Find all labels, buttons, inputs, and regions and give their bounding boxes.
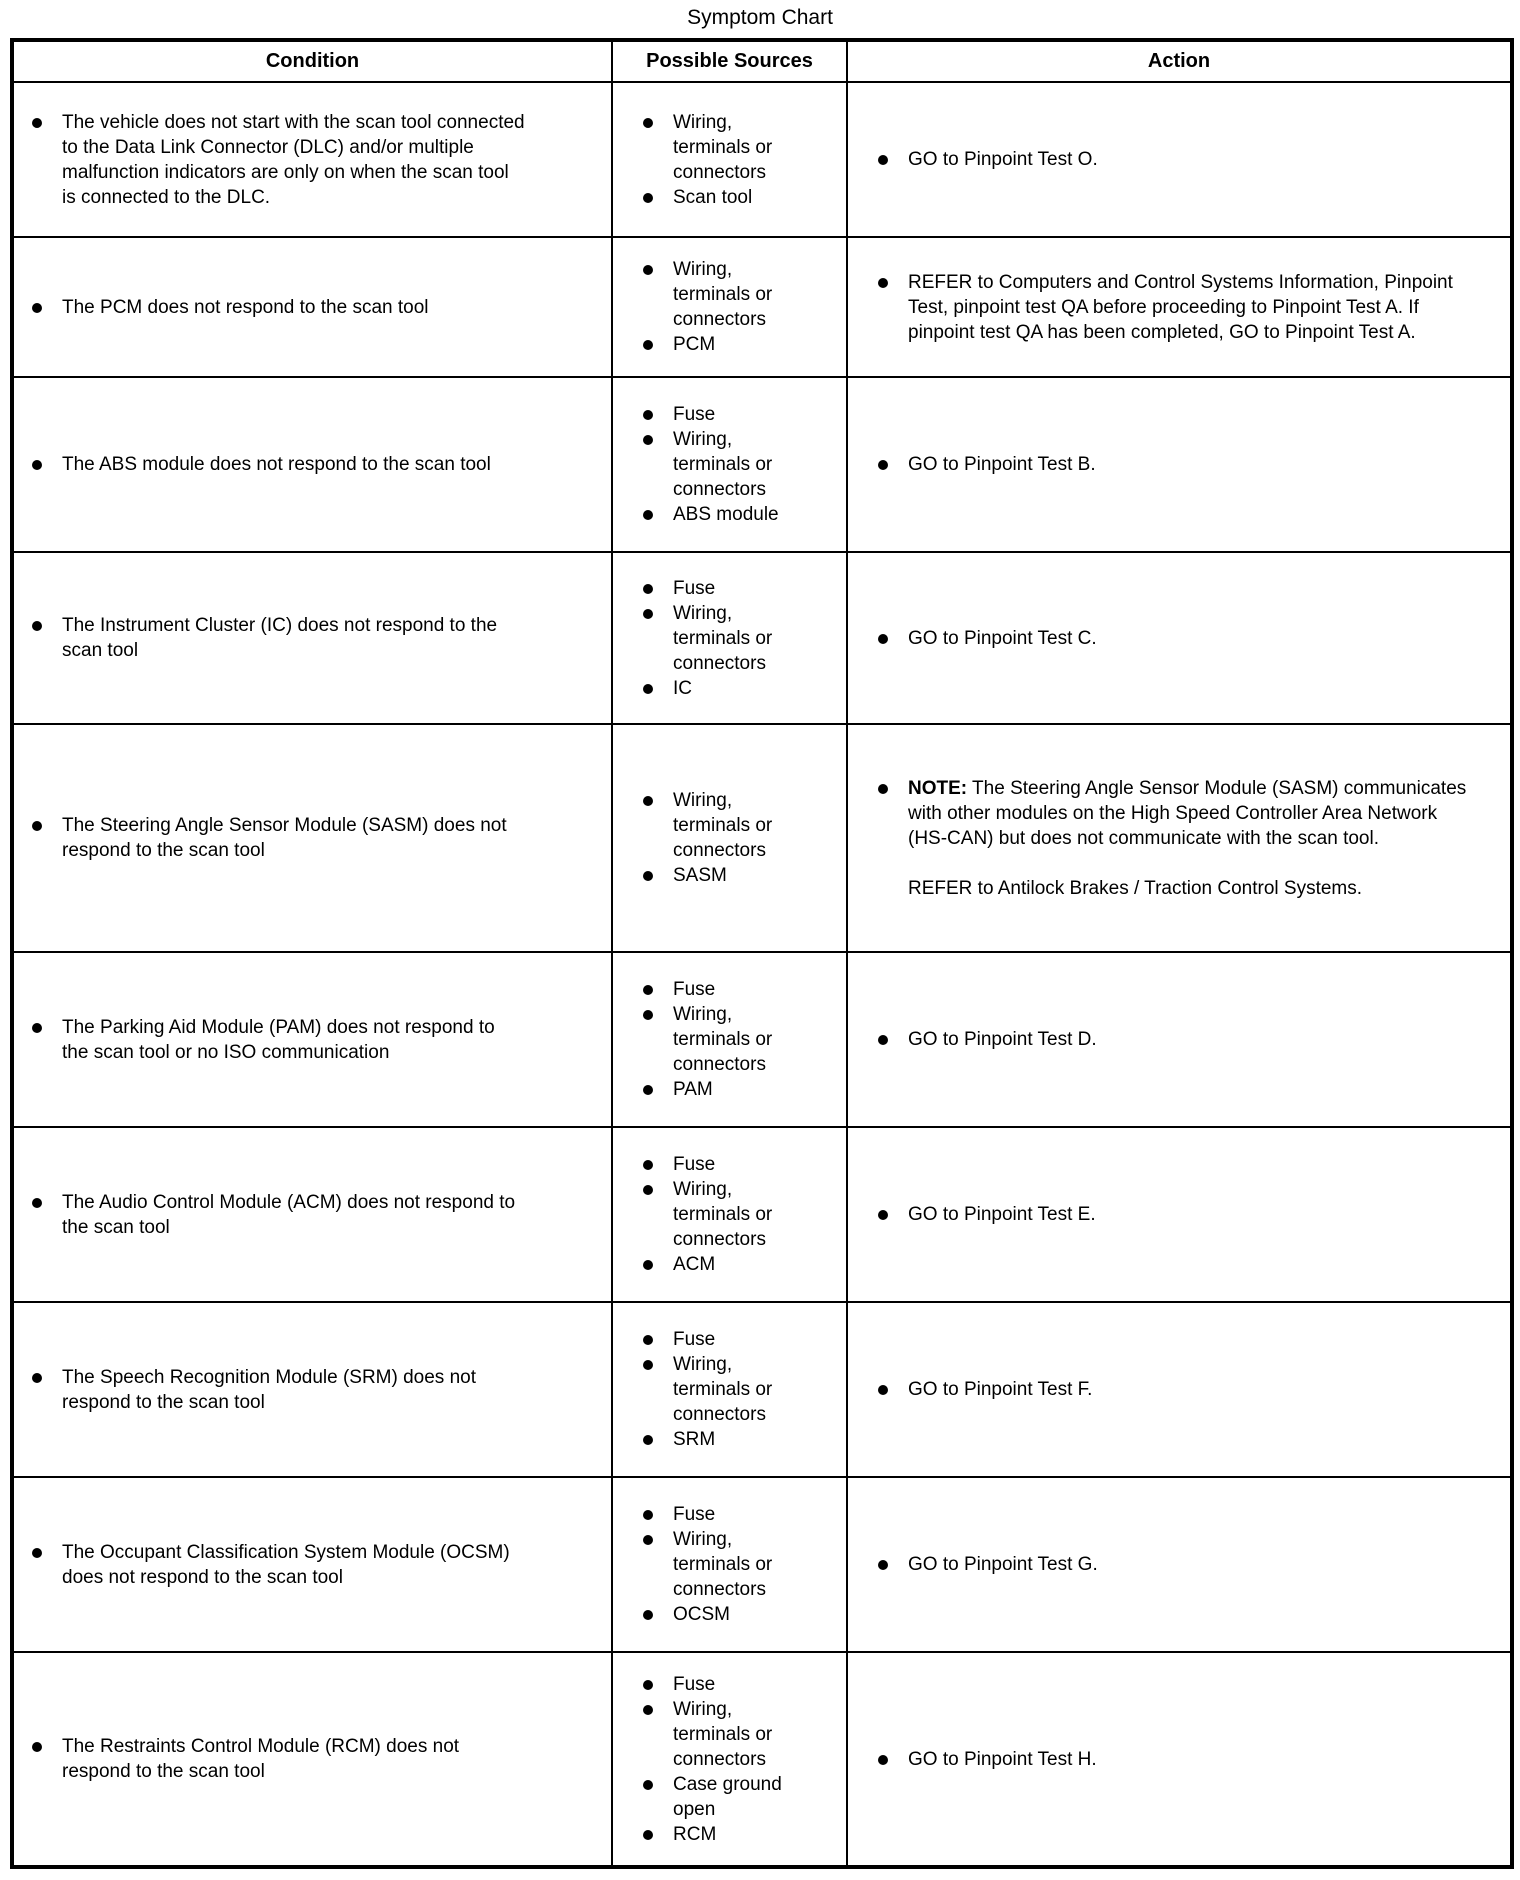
source-item-list [643, 257, 814, 357]
source-item: PAM [643, 1077, 814, 1102]
source-item: Fuse [643, 576, 814, 601]
table-row [12, 377, 1512, 552]
condition-item: The ABS module does not respond to the scan tool [32, 452, 526, 477]
action-item: GO to Pinpoint Test O. [878, 147, 1470, 172]
source-item-list [643, 576, 814, 701]
condition-cell [12, 377, 612, 552]
table-row [12, 1652, 1512, 1867]
action-cell [847, 1127, 1512, 1302]
action-item-list [878, 270, 1470, 345]
source-item-list [643, 1672, 814, 1847]
condition-item-list [32, 1190, 526, 1240]
source-item: SASM [643, 863, 814, 888]
sources-cell [612, 1477, 847, 1652]
condition-item: The Speech Recognition Module (SRM) does not respond to the scan tool [32, 1365, 526, 1415]
action-item-list [878, 1027, 1470, 1052]
action-extra-text: REFER to Antilock Brakes / Traction Control Systems. [908, 877, 1363, 899]
table-row [12, 952, 1512, 1127]
sources-cell [612, 377, 847, 552]
source-item: Scan tool [643, 185, 814, 210]
action-item: GO to Pinpoint Test E. [878, 1202, 1470, 1227]
source-item: Fuse [643, 1327, 814, 1352]
condition-item: The Instrument Cluster (IC) does not respond to the scan tool [32, 613, 526, 663]
source-item-list [643, 1502, 814, 1627]
source-item-list [643, 402, 814, 527]
sources-cell [612, 1302, 847, 1477]
condition-item: The Audio Control Module (ACM) does not respond to the scan tool [32, 1190, 526, 1240]
source-item: Wiring, terminals or connectors [643, 427, 814, 502]
action-cell [847, 237, 1512, 377]
source-item: SRM [643, 1427, 814, 1452]
source-item: Case ground open [643, 1772, 814, 1822]
condition-cell [12, 1302, 612, 1477]
source-item: Fuse [643, 1152, 814, 1177]
sources-cell [612, 82, 847, 237]
condition-item-list [32, 295, 526, 320]
sources-cell [612, 724, 847, 952]
condition-item: The vehicle does not start with the scan tool connected to the Data Link Connector (DLC) and/or multiple malfunction indicators are only on when the scan tool is connected to the DLC. [32, 110, 526, 210]
source-item: Wiring, terminals or connectors [643, 1177, 814, 1252]
condition-cell [12, 952, 612, 1127]
condition-item: The Steering Angle Sensor Module (SASM) does not respond to the scan tool [32, 813, 526, 863]
action-item-list [878, 1377, 1470, 1402]
condition-cell [12, 724, 612, 952]
source-item: Wiring, terminals or connectors [643, 110, 814, 185]
condition-item-list [32, 1734, 526, 1784]
action-cell [847, 82, 1512, 237]
action-item-list [878, 776, 1470, 901]
source-item-list [643, 110, 814, 210]
action-cell [847, 377, 1512, 552]
condition-item-list [32, 1015, 526, 1065]
note-label: NOTE: [908, 777, 968, 799]
action-item: GO to Pinpoint Test C. [878, 626, 1470, 651]
condition-item: The Occupant Classification System Module (OCSM) does not respond to the scan tool [32, 1540, 526, 1590]
condition-item-list [32, 1365, 526, 1415]
action-item: GO to Pinpoint Test G. [878, 1552, 1470, 1577]
sources-cell [612, 237, 847, 377]
condition-item-list [32, 110, 526, 210]
action-cell [847, 952, 1512, 1127]
condition-item: The Restraints Control Module (RCM) does not respond to the scan tool [32, 1734, 526, 1784]
action-cell [847, 1652, 1512, 1867]
action-item: REFER to Computers and Control Systems Information, Pinpoint Test, pinpoint test QA before proceeding to Pinpoint Test A. If pinpoint test QA has been completed, GO to Pinpoint Test A. [878, 270, 1470, 345]
source-item: Wiring, terminals or connectors [643, 788, 814, 863]
page-title: Symptom Chart [687, 6, 833, 29]
action-cell [847, 724, 1512, 952]
column-header-condition: Condition [12, 40, 612, 82]
sources-cell [612, 1127, 847, 1302]
action-item: GO to Pinpoint Test H. [878, 1747, 1470, 1772]
condition-item-list [32, 1540, 526, 1590]
table-body [12, 82, 1512, 1867]
action-item: GO to Pinpoint Test B. [878, 452, 1470, 477]
symptom-chart-table [10, 38, 1514, 1869]
condition-cell [12, 1127, 612, 1302]
table-row [12, 1477, 1512, 1652]
action-cell [847, 552, 1512, 724]
condition-cell [12, 1652, 612, 1867]
sources-cell [612, 1652, 847, 1867]
sources-cell [612, 952, 847, 1127]
action-cell [847, 1302, 1512, 1477]
action-item: NOTE: The Steering Angle Sensor Module (SASM) communicates with other modules on the High Speed Controller Area Network (HS-CAN) but does not communicate with the scan tool. REFER to Antilock Brakes / Traction Control Systems. [878, 776, 1470, 901]
table-row [12, 552, 1512, 724]
condition-cell [12, 1477, 612, 1652]
source-item: ABS module [643, 502, 814, 527]
source-item: Wiring, terminals or connectors [643, 1697, 814, 1772]
source-item: ACM [643, 1252, 814, 1277]
condition-item: The Parking Aid Module (PAM) does not respond to the scan tool or no ISO communication [32, 1015, 526, 1065]
header-row [12, 40, 1512, 82]
table-row [12, 724, 1512, 952]
source-item: Fuse [643, 402, 814, 427]
sources-cell [612, 552, 847, 724]
source-item-list [643, 977, 814, 1102]
action-item-list [878, 1202, 1470, 1227]
action-item-list [878, 1552, 1470, 1577]
source-item-list [643, 1327, 814, 1452]
source-item: IC [643, 676, 814, 701]
action-cell [847, 1477, 1512, 1652]
condition-item-list [32, 613, 526, 663]
action-item-list [878, 147, 1470, 172]
table-row [12, 82, 1512, 237]
source-item: Wiring, terminals or connectors [643, 1527, 814, 1602]
column-header-action: Action [847, 40, 1512, 82]
action-item-list [878, 626, 1470, 651]
source-item: Wiring, terminals or connectors [643, 1352, 814, 1427]
column-header-possible-sources: Possible Sources [612, 40, 847, 82]
condition-cell [12, 237, 612, 377]
table-row [12, 1302, 1512, 1477]
action-item-list [878, 1747, 1470, 1772]
condition-item-list [32, 813, 526, 863]
source-item: Fuse [643, 977, 814, 1002]
table-row [12, 237, 1512, 377]
condition-item-list [32, 452, 526, 477]
action-item: GO to Pinpoint Test D. [878, 1027, 1470, 1052]
source-item-list [643, 788, 814, 888]
source-item: RCM [643, 1822, 814, 1847]
condition-cell [12, 552, 612, 724]
table-row [12, 1127, 1512, 1302]
source-item: PCM [643, 332, 814, 357]
action-item-list [878, 452, 1470, 477]
condition-cell [12, 82, 612, 237]
action-item: GO to Pinpoint Test F. [878, 1377, 1470, 1402]
source-item: Wiring, terminals or connectors [643, 601, 814, 676]
source-item: Fuse [643, 1672, 814, 1697]
source-item: Fuse [643, 1502, 814, 1527]
source-item-list [643, 1152, 814, 1277]
source-item: Wiring, terminals or connectors [643, 257, 814, 332]
condition-item: The PCM does not respond to the scan tool [32, 295, 526, 320]
source-item: OCSM [643, 1602, 814, 1627]
source-item: Wiring, terminals or connectors [643, 1002, 814, 1077]
